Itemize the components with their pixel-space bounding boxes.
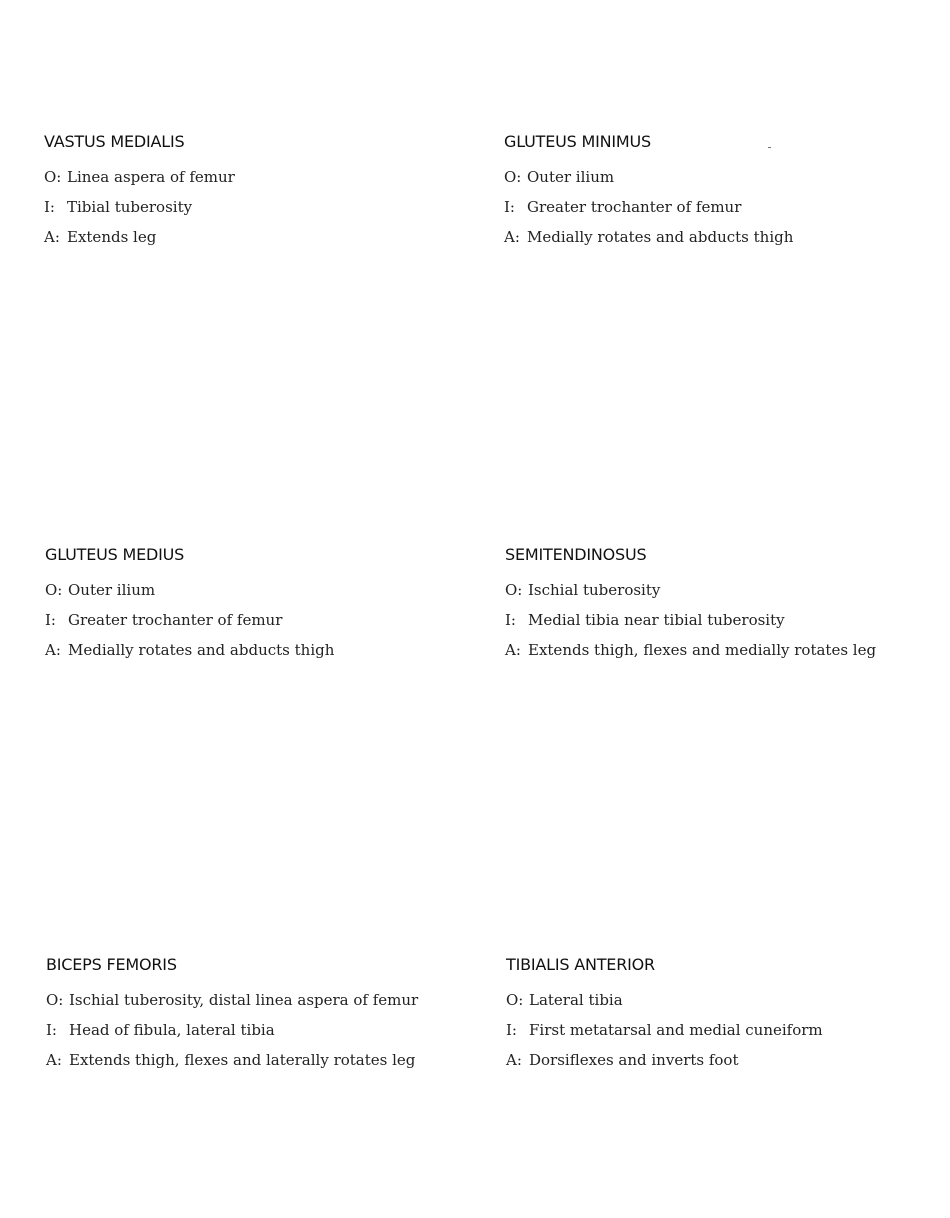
insertion-value: First metatarsal and medial cuneiform [529,1021,823,1039]
muscle-name: TIBIALIS ANTERIOR [506,955,655,974]
origin-label: O: [505,581,523,599]
insertion-value: Medial tibia near tibial tuberosity [528,611,785,629]
action-label: A: [46,1051,62,1069]
insertion-row [46,1015,486,1045]
muscle-card-gluteus-minimus [504,132,944,252]
muscle-card-biceps-femoris [46,955,486,1075]
action-value: Extends thigh, flexes and laterally rotates leg [69,1051,416,1069]
origin-row [506,985,946,1015]
origin-label: O: [504,168,522,186]
insertion-row [506,1015,946,1045]
insertion-label: I: [44,198,55,216]
action-row [46,1045,486,1075]
insertion-row [44,192,484,222]
origin-label: O: [44,168,62,186]
action-row [506,1045,946,1075]
action-label: A: [505,641,521,659]
origin-value: Ischial tuberosity, distal linea aspera of femur [69,991,419,1009]
origin-row [44,162,484,192]
muscle-name: VASTUS MEDIALIS [44,132,185,151]
action-row [44,222,484,252]
origin-row [504,162,944,192]
insertion-label: I: [506,1021,517,1039]
origin-value: Ischial tuberosity [528,581,661,599]
muscle-name: SEMITENDINOSUS [505,545,647,564]
origin-label: O: [506,991,524,1009]
insertion-value: Tibial tuberosity [67,198,193,216]
origin-value: Lateral tibia [529,991,623,1009]
muscle-name: GLUTEUS MINIMUS [504,132,651,151]
origin-value: Linea aspera of femur [67,168,235,186]
action-label: A: [504,228,520,246]
insertion-value: Head of fibula, lateral tibia [69,1021,275,1039]
origin-row [505,575,945,605]
insertion-label: I: [45,611,56,629]
origin-row [46,985,486,1015]
action-value: Medially rotates and abducts thigh [527,228,794,246]
insertion-label: I: [46,1021,57,1039]
action-value: Dorsiflexes and inverts foot [529,1051,739,1069]
insertion-value: Greater trochanter of femur [68,611,283,629]
insertion-label: I: [504,198,515,216]
action-value: Extends thigh, flexes and medially rotates leg [528,641,877,659]
action-value: Extends leg [67,228,157,246]
origin-label: O: [46,991,64,1009]
insertion-label: I: [505,611,516,629]
insertion-row [504,192,944,222]
insertion-row [505,605,945,635]
action-label: A: [44,228,60,246]
action-label: A: [506,1051,522,1069]
insertion-value: Greater trochanter of femur [527,198,742,216]
muscle-card-gluteus-medius [45,545,485,665]
origin-value: Outer ilium [68,581,156,599]
action-row [45,635,485,665]
origin-label: O: [45,581,63,599]
origin-value: Outer ilium [527,168,615,186]
origin-row [45,575,485,605]
action-row [505,635,945,665]
action-row [504,222,944,252]
action-label: A: [45,641,61,659]
muscle-card-tibialis-anterior [506,955,946,1075]
muscle-name: BICEPS FEMORIS [46,955,177,974]
insertion-row [45,605,485,635]
muscle-name: GLUTEUS MEDIUS [45,545,185,564]
muscle-card-semitendinosus [505,545,945,665]
muscle-card-vastus-medialis [44,132,484,252]
action-value: Medially rotates and abducts thigh [68,641,335,659]
